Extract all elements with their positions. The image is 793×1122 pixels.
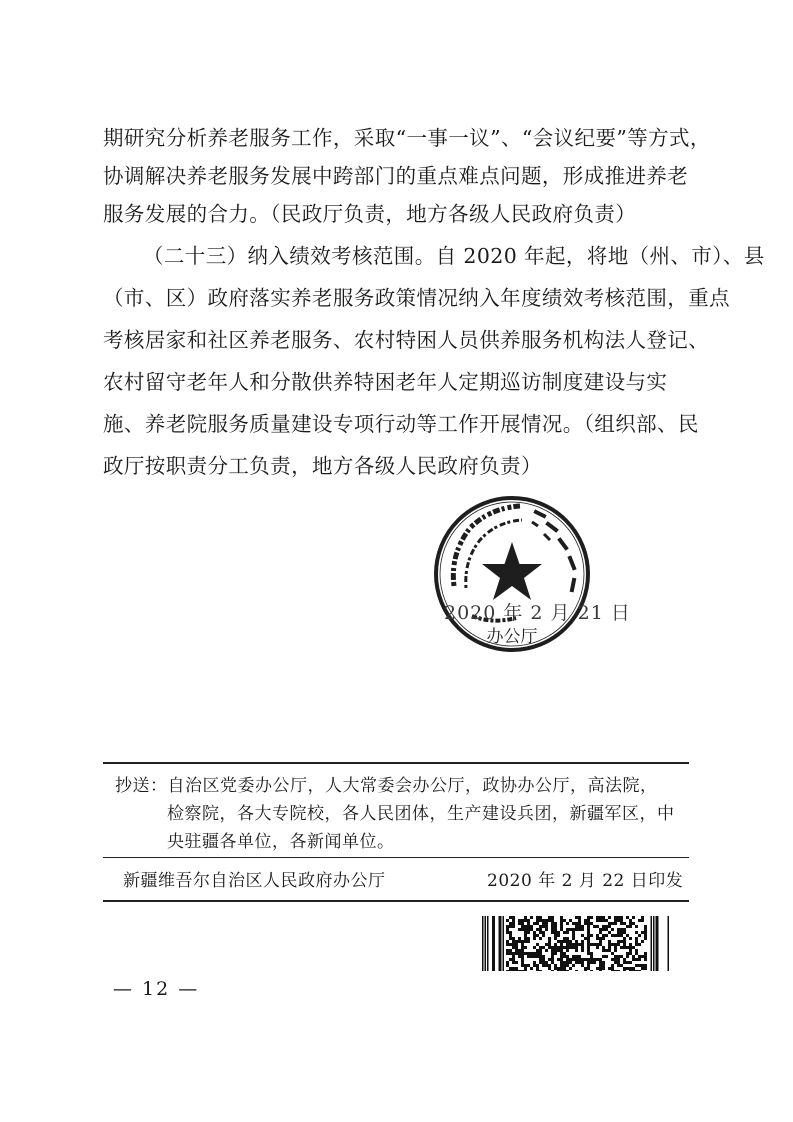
cc-line: 抄送：自治区党委办公厅，人大常委会办公厅，政协办公厅，高法院， (115, 776, 658, 796)
issue-date: 2020 年 2 月 22 日印发 (487, 871, 684, 891)
body-line: （市、区）政府落实养老服务政策情况纳入年度绩效考核范围，重点 (103, 286, 730, 310)
document-barcode-icon (482, 916, 670, 971)
body-line: 考核居家和社区养老服务、农村特困人员供养服务机构法人登记、 (103, 328, 710, 352)
footer-middle-rule (103, 857, 689, 858)
cc-line: 检察院，各大专院校，各人民团体，生产建设兵团，新疆军区，中 (167, 804, 675, 824)
page-number: — 12 — (113, 978, 200, 1000)
body-line: 政厅按职责分工负责，地方各级人民政府负责） (103, 454, 542, 478)
body-line: 期研究分析养老服务工作，采取“一事一议”、“会议纪要”等方式， (103, 126, 711, 150)
official-seal-icon (432, 494, 592, 654)
issuing-office: 新疆维吾尔自治区人民政府办公厅 (123, 871, 386, 891)
body-line: 施、养老院服务质量建设专项行动等工作开展情况。（组织部、民 (103, 412, 699, 436)
body-line: 协调解决养老服务发展中跨部门的重点难点问题，形成推进养老 (103, 164, 689, 188)
body-line: 农村留守老年人和分散供养特困老年人定期巡访制度建设与实 (103, 370, 668, 394)
footer-top-rule (103, 762, 689, 764)
seal-bottom-text: 办公厅 (486, 627, 538, 647)
body-line: （二十三）纳入绩效考核范围。自 2020 年起，将地（州、市）、县 (143, 244, 765, 268)
signing-date: 2020 年 2 月 21 日 (444, 602, 631, 624)
cc-line: 央驻疆各单位，各新闻单位。 (167, 832, 395, 852)
footer-bottom-rule (103, 900, 689, 902)
body-line: 服务发展的合力。（民政厅负责，地方各级人民政府负责） (103, 202, 637, 226)
